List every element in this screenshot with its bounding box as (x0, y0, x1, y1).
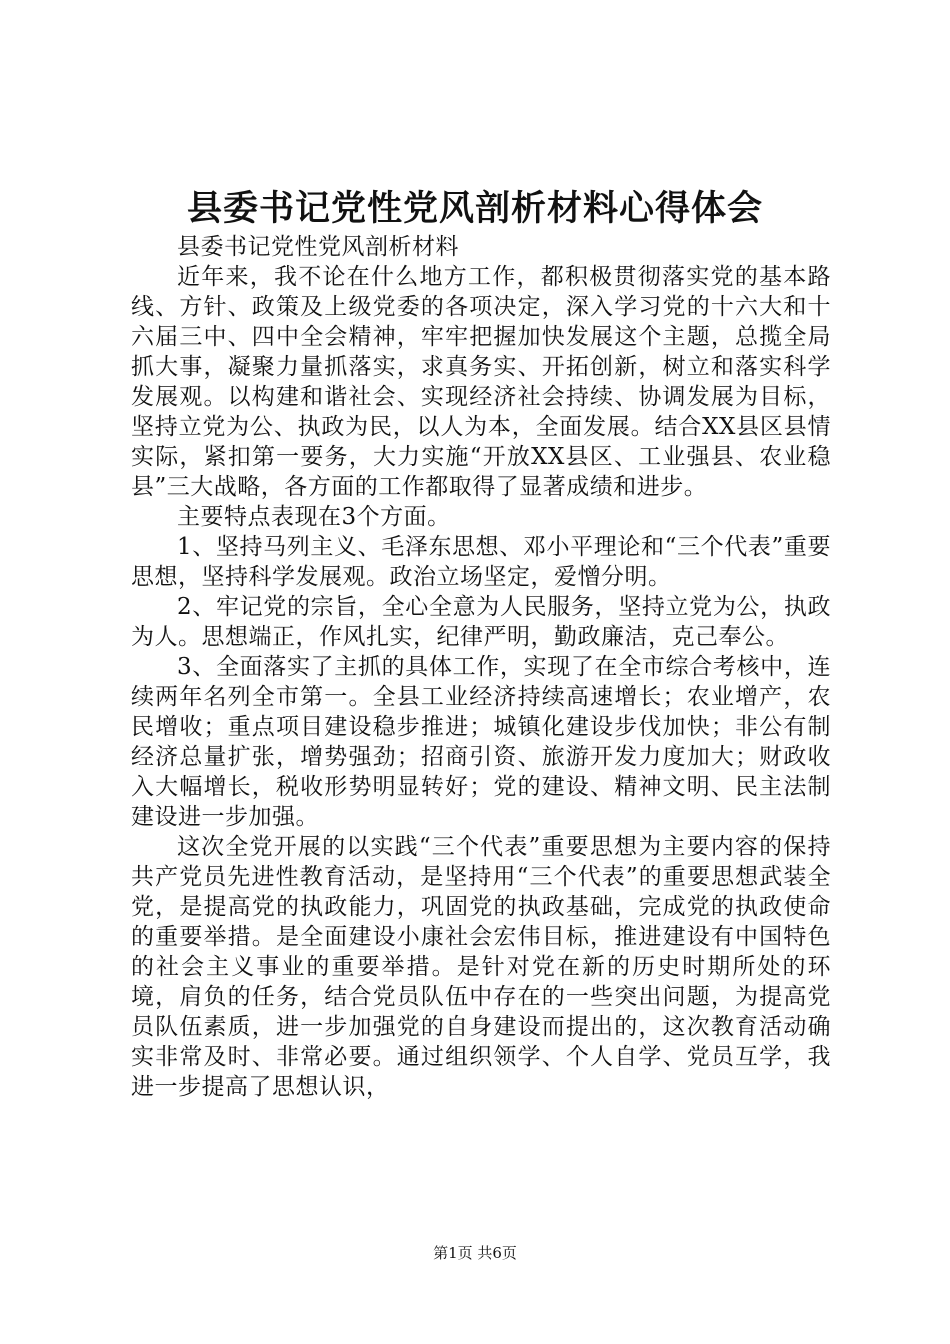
body-paragraph: 近年来，我不论在什么地方工作，都积极贯彻落实党的基本路线、方针、政策及上级党委的各项决定，深入学习党的十六大和十六届三中、四中全会精神，牢牢把握加快发展这个主题，总揽全局抓大事，凝聚力量抓落实，求真务实、开拓创新，树立和落实科学发展观。以构建和谐社会、实现经济社会持续、协调发展为目标，坚持立党为公、执政为民，以人为本，全面发展。结合XX县区县情实际，紧扣第一要务，大力实施“开放XX县区、工业强县、农业稳县”三大战略，各方面的工作都取得了显著成绩和进步。 (131, 264, 831, 500)
subtitle-paragraph: 县委书记党性党风剖析材料 (177, 234, 459, 260)
body-paragraph: 3、全面落实了主抓的具体工作，实现了在全市综合考核中，连续两年名列全市第一。全县工业经济持续高速增长；农业增产，农民增收；重点项目建设稳步推进；城镇化建设步伐加快；非公有制经济总量扩张，增势强劲；招商引资、旅游开发力度加大；财政收入大幅增长，税收形势明显转好；党的建设、精神文明、民主法制建设进一步加强。 (131, 654, 831, 830)
body-paragraph: 2、牢记党的宗旨，全心全意为人民服务，坚持立党为公，执政为人。思想端正，作风扎实，纪律严明，勤政廉洁，克己奉公。 (131, 594, 831, 650)
page-number-footer: 第1页 共6页 (433, 1244, 517, 1262)
document-title: 县委书记党性党风剖析材料心得体会 (186, 188, 763, 229)
body-paragraph: 这次全党开展的以实践“三个代表”重要思想为主要内容的保持共产党员先进性教育活动，是坚持用“三个代表”的重要思想武装全党，是提高党的执政能力，巩固党的执政基础，完成党的执政使命的重要举措。是全面建设小康社会宏伟目标，推进建设有中国特色的社会主义事业的重要举措。是针对党在新的历史时期所处的环境，肩负的任务，结合党员队伍中存在的一些突出问题，为提高党员队伍素质，进一步加强党的自身建设而提出的，这次教育活动确实非常及时、非常必要。通过组织领学、个人自学、党员互学，我进一步提高了思想认识， (131, 834, 831, 1100)
document-body (131, 232, 831, 1102)
body-paragraph: 1、坚持马列主义、毛泽东思想、邓小平理论和“三个代表”重要思想，坚持科学发展观。政治立场坚定，爱憎分明。 (131, 534, 831, 590)
body-paragraph: 主要特点表现在3个方面。 (177, 504, 451, 530)
